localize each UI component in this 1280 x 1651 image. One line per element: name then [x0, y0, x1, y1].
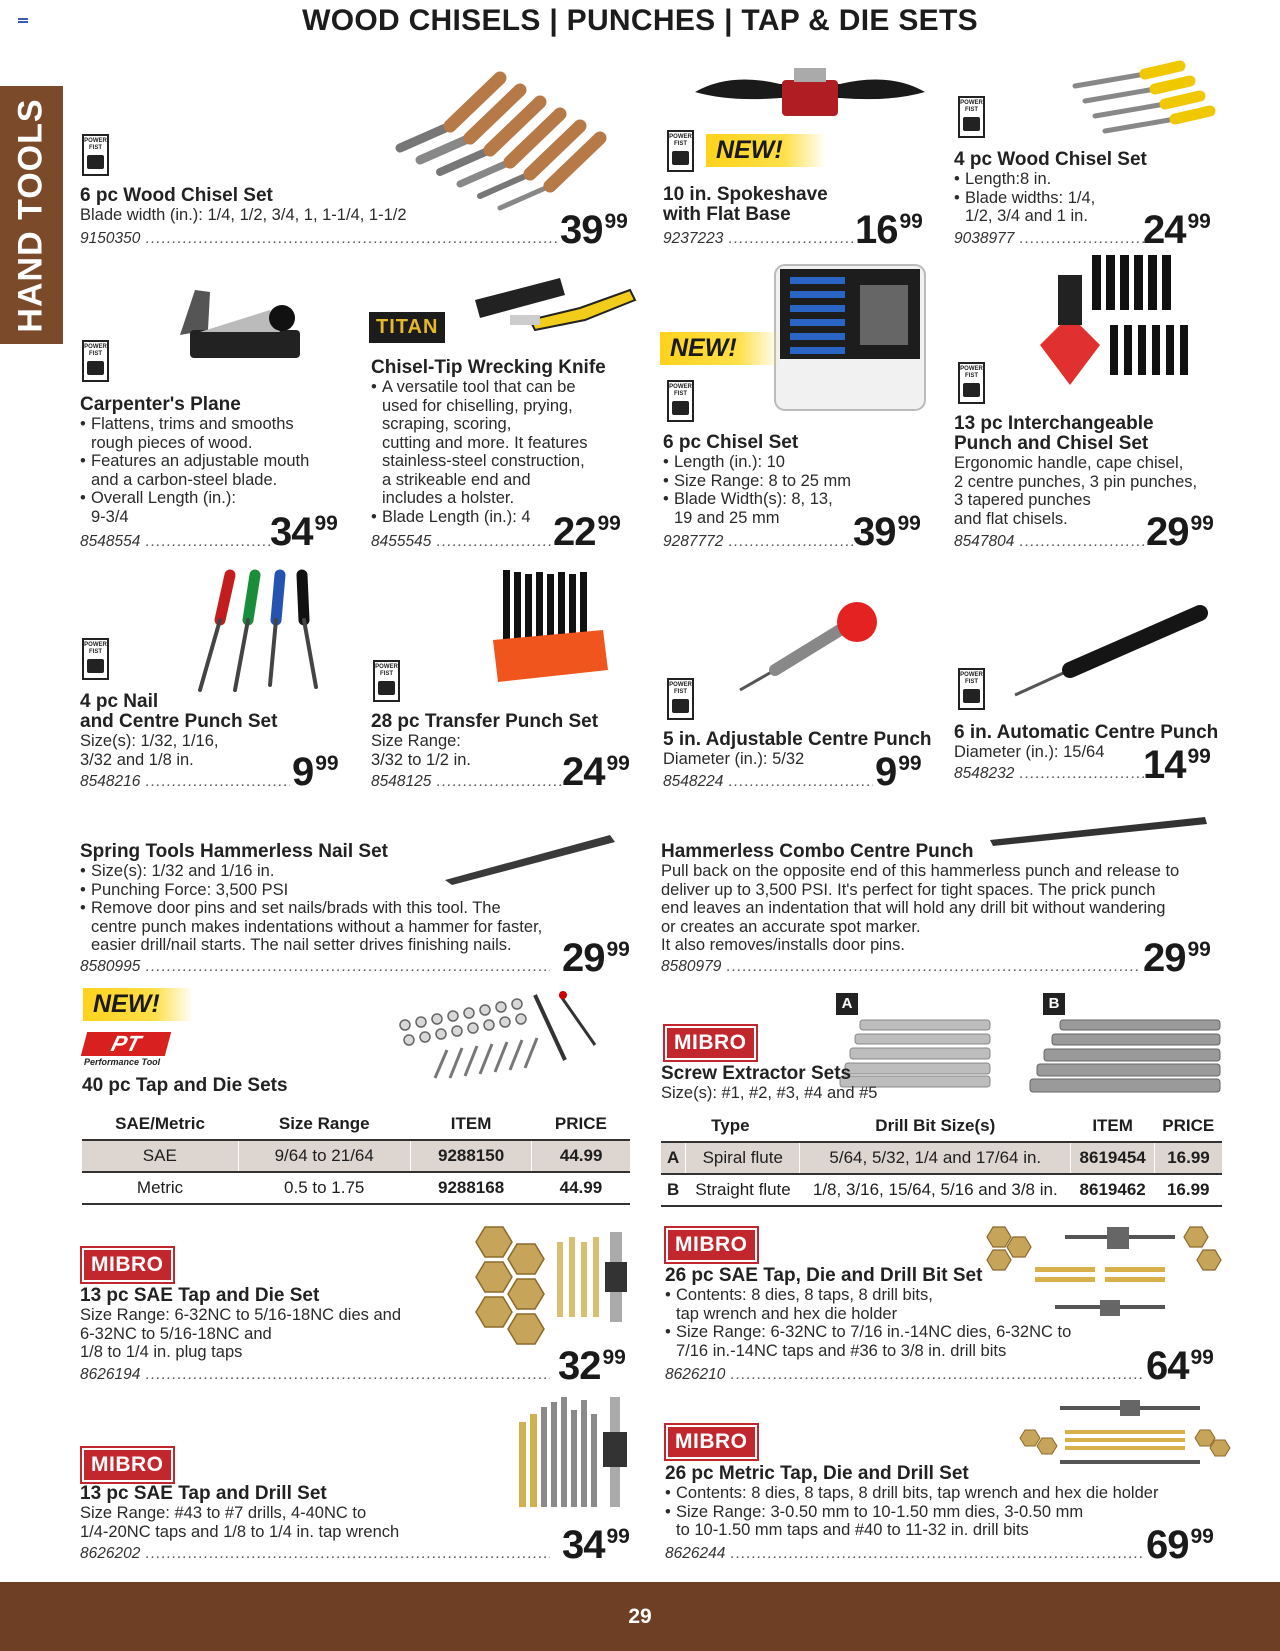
power-fist-logo: POWER FIST: [82, 638, 109, 680]
price: [560, 210, 628, 250]
side-tab-label: HAND TOOLS: [12, 97, 50, 333]
performance-tool-logo: PT Performance Tool: [84, 1032, 168, 1067]
product-13pc-sae-tap-drill-set[interactable]: [80, 1484, 520, 1541]
table-cell: 9288150: [410, 1140, 531, 1172]
table-cell: B: [661, 1174, 686, 1206]
price-cents: 99: [604, 210, 628, 233]
product-name: Hammerless Combo Centre Punch: [661, 841, 974, 862]
product-name: 26 pc Metric Tap, Die and Drill Set: [665, 1463, 969, 1484]
product-spokeshave[interactable]: [663, 185, 863, 225]
table-cell: A: [661, 1142, 686, 1174]
table-header-cell: ITEM: [410, 1108, 531, 1140]
product-bullet: • Flattens, trims and smooths: [80, 415, 350, 434]
table-cell: 0.5 to 1.75: [238, 1172, 410, 1204]
table-row[interactable]: [661, 1142, 1222, 1174]
sku: 8626194 .....: [80, 1366, 550, 1384]
price-dollars: 64: [1146, 1344, 1189, 1388]
table-cell: 8619462: [1071, 1174, 1155, 1206]
product-desc: Diameter (in.): 15/64: [954, 743, 1105, 761]
product-name-line: 13 pc Interchangeable: [954, 413, 1154, 434]
product-name: 13 pc SAE Tap and Die Set: [80, 1285, 320, 1306]
punch-chisel-set-image: [1030, 255, 1210, 385]
product-desc: Size(s): 1/32, 1/16,: [80, 732, 219, 750]
product-bullet: • Size Range: 6-32NC to 7/16 in.-14NC dies, 6-32NC to: [665, 1323, 1225, 1342]
power-fist-logo: POWER FIST: [82, 134, 109, 176]
product-bullet-cont: tap wrench and hex die holder: [676, 1304, 898, 1323]
price-dollars: 14: [1143, 743, 1186, 787]
carpenters-plane-image: [170, 280, 315, 375]
table-header-cell: PRICE: [1154, 1110, 1222, 1142]
product-carpenters-plane[interactable]: [80, 395, 350, 526]
table-header-cell: SAE/Metric: [82, 1108, 238, 1140]
side-tab: [0, 86, 63, 344]
product-bullet: • Remove door pins and set nails/brads with this tool. The: [80, 899, 580, 918]
product-40pc-tap-die-sets[interactable]: [82, 1076, 382, 1096]
product-name: 5 in. Adjustable Centre Punch: [663, 729, 932, 750]
sae-tap-drill-image: [515, 1392, 640, 1512]
product-name: 6 in. Automatic Centre Punch: [954, 722, 1219, 743]
product-bullet-cont: centre punch makes indentations without a hammer for faster,: [91, 917, 543, 936]
table-cell: 9/64 to 21/64: [238, 1140, 410, 1172]
product-desc: Blade width (in.): 1/4, 1/2, 3/4, 1, 1-1/4, 1-1/2: [80, 206, 407, 224]
product-hammerless-nail-set[interactable]: [80, 842, 580, 955]
spokeshave-image: [690, 62, 930, 122]
titan-logo: TITAN: [369, 312, 445, 343]
price: [855, 210, 923, 250]
power-fist-logo: POWER FIST: [958, 668, 985, 710]
table-cell: 5/64, 5/32, 1/4 and 17/64 in.: [800, 1142, 1071, 1174]
product-bullet-cont: scraping, scoring,: [382, 415, 512, 433]
product-4pc-wood-chisel-set[interactable]: [954, 150, 1154, 226]
price-dollars: 29: [1146, 510, 1189, 554]
price-dollars: 24: [1143, 208, 1186, 252]
transfer-punch-set-image: [488, 570, 613, 685]
table-header: [661, 1110, 1222, 1142]
nail-punch-set-image: [190, 565, 330, 695]
sku: 8626210 .....: [665, 1366, 1145, 1384]
mibro-logo: MIBRO: [666, 1425, 757, 1459]
price-dollars: 39: [853, 510, 896, 554]
table-cell: 8619454: [1071, 1142, 1155, 1174]
product-bullet-cont: 19 and 25 mm: [674, 508, 780, 527]
product-bullet-cont: stainless-steel construction,: [382, 452, 585, 470]
mibro-logo: MIBRO: [665, 1026, 756, 1060]
product-name-line: and Centre Punch Set: [80, 711, 278, 732]
product-name-line: with Flat Base: [663, 204, 791, 225]
product-desc: 3 tapered punches: [954, 491, 1091, 509]
price-cents: 99: [606, 1525, 630, 1548]
sae-tap-die-image: [465, 1222, 640, 1352]
price-cents: 99: [1190, 1346, 1214, 1369]
product-bullet: • Blade widths: 1/4,: [954, 189, 1154, 208]
page-title: WOOD CHISELS | PUNCHES | TAP & DIE SETS: [302, 4, 978, 37]
wrecking-knife-image: [470, 270, 640, 330]
price-dollars: 16: [855, 208, 898, 252]
table-cell: Metric: [82, 1172, 238, 1204]
product-desc: Size Range: 6-32NC to 5/16-18NC dies and: [80, 1306, 402, 1324]
new-badge: NEW!: [83, 988, 193, 1021]
product-bullet: • Features an adjustable mouth: [80, 452, 350, 471]
product-bullet: • Blade Width(s): 8, 13,: [663, 490, 863, 509]
table-header-cell: Drill Bit Size(s): [800, 1110, 1071, 1142]
product-name: 6 pc Wood Chisel Set: [80, 185, 273, 206]
product-bullet: • Length (in.): 10: [663, 453, 863, 472]
product-bullet: • Contents: 8 dies, 8 taps, 8 drill bits, tap wrench and hex die holder: [665, 1484, 1225, 1503]
product-bullet-cont: a strikeable end and: [382, 470, 531, 489]
sku: 8548224 .....: [663, 773, 873, 791]
product-6pc-chisel-set[interactable]: [663, 433, 863, 527]
price: [1146, 1346, 1214, 1386]
tap-die-table: [82, 1108, 630, 1205]
product-bullet-cont: to 10-1.50 mm taps and #40 to 11-32 in. drill bits: [676, 1521, 1029, 1539]
product-desc: or creates an accurate spot marker.: [661, 917, 921, 936]
price-dollars: 32: [558, 1344, 601, 1388]
new-badge: NEW!: [706, 134, 826, 167]
price-cents: 99: [597, 512, 621, 535]
metric-tap-die-drill-image: [1020, 1400, 1230, 1470]
product-name: 13 pc SAE Tap and Drill Set: [80, 1483, 327, 1504]
product-desc: Diameter (in.): 5/32: [663, 750, 805, 768]
product-bullet-cont: 9-3/4: [91, 507, 129, 526]
product-bullet: • Contents: 8 dies, 8 taps, 8 drill bits,: [665, 1286, 1225, 1305]
table-cell: 1/8, 3/16, 15/64, 5/16 and 3/8 in.: [800, 1174, 1071, 1206]
price-dollars: 29: [562, 936, 605, 980]
price: [558, 1346, 626, 1386]
page-number: 29: [628, 1604, 652, 1628]
table-header-cell: Size Range: [238, 1108, 410, 1140]
power-fist-logo: POWER FIST: [667, 678, 694, 720]
product-combo-centre-punch[interactable]: [661, 842, 1221, 955]
price: [1143, 210, 1211, 250]
product-bullet-cont: includes a holster.: [382, 489, 515, 507]
table-header-cell: ITEM: [1071, 1110, 1155, 1142]
table-row[interactable]: [82, 1140, 630, 1172]
price-cents: 99: [602, 1346, 626, 1369]
extractor-table: [661, 1110, 1222, 1207]
table-cell: 16.99: [1154, 1174, 1222, 1206]
price-cents: 99: [898, 752, 922, 775]
table-cell: 9288168: [410, 1172, 531, 1204]
price-cents: 99: [1187, 745, 1211, 768]
price-dollars: 9: [875, 750, 897, 794]
price-cents: 99: [897, 512, 921, 535]
table-cell: 44.99: [532, 1140, 630, 1172]
product-bullet: • Overall Length (in.):: [80, 489, 350, 508]
product-name: 40 pc Tap and Die Sets: [82, 1075, 288, 1096]
sku: 9038977 .....: [954, 230, 1144, 248]
product-wrecking-knife[interactable]: [371, 358, 641, 526]
sku: 8626202 .....: [80, 1545, 550, 1563]
product-name: Spring Tools Hammerless Nail Set: [80, 841, 388, 862]
table-header: [82, 1108, 630, 1140]
page-footer: [0, 1582, 1280, 1651]
sku: 8548125 .....: [371, 773, 561, 791]
power-fist-logo: POWER FIST: [82, 340, 109, 382]
sku: 9237223 .....: [663, 230, 853, 248]
product-bullet-cont: easier drill/nail starts. The nail setter drives finishing nails.: [91, 936, 512, 954]
product-bullet: • A versatile tool that can be: [371, 378, 641, 397]
price-cents: 99: [899, 210, 923, 233]
product-desc: deliver up to 3,500 PSI. It's perfect for tight spaces. The prick punch: [661, 880, 1156, 899]
price-cents: 99: [315, 752, 339, 775]
product-bullet: • Length:8 in.: [954, 170, 1154, 189]
price-cents: 99: [1187, 938, 1211, 961]
sku: 8455545 .....: [371, 533, 551, 551]
product-bullet: • Size Range: 3-0.50 mm to 10-1.50 mm dies, 3-0.50 mm: [665, 1503, 1225, 1522]
sku: 8548554 .....: [80, 533, 270, 551]
chisel-case-image: [770, 255, 930, 415]
price: [1143, 938, 1211, 978]
price: [1143, 745, 1211, 785]
screw-extractor-b-image: [1030, 1018, 1225, 1093]
label-a-badge: A: [836, 993, 858, 1015]
power-fist-logo: POWER FIST: [667, 130, 694, 172]
product-name: 28 pc Transfer Punch Set: [371, 711, 599, 732]
power-fist-logo: POWER FIST: [667, 380, 694, 422]
product-13pc-sae-tap-die-set[interactable]: [80, 1286, 460, 1362]
adjustable-centre-punch-image: [735, 600, 885, 695]
product-name: 6 pc Chisel Set: [663, 432, 799, 453]
product-bullet-cont: cutting and more. It features: [382, 433, 588, 452]
product-bullet-cont: rough pieces of wood.: [91, 433, 253, 452]
product-name: Screw Extractor Sets: [661, 1063, 852, 1084]
product-nail-centre-punch-set[interactable]: [80, 692, 280, 769]
power-fist-logo: POWER FIST: [958, 362, 985, 404]
product-desc: Size Range:: [371, 732, 461, 750]
product-6pc-wood-chisel-set[interactable]: [80, 186, 550, 225]
product-desc: 6-32NC to 5/16-18NC and: [80, 1324, 272, 1343]
price-dollars: 24: [562, 750, 605, 794]
product-desc: end leaves an indentation that will hold any drill bit without wandering: [661, 899, 1166, 917]
price: [562, 938, 630, 978]
product-name: Chisel-Tip Wrecking Knife: [371, 357, 606, 378]
product-desc: 3/32 and 1/8 in.: [80, 750, 194, 769]
product-bullet-cont: 7/16 in.-14NC taps and #36 to 3/8 in. drill bits: [676, 1341, 1007, 1360]
product-name-line: Punch and Chisel Set: [954, 433, 1149, 454]
sku: 8548232 .....: [954, 765, 1144, 783]
mibro-logo: MIBRO: [82, 1248, 173, 1282]
product-name-line: 4 pc Nail: [80, 691, 159, 712]
table-cell: Spiral flute: [686, 1142, 800, 1174]
table-cell: 16.99: [1154, 1142, 1222, 1174]
product-name-line: 10 in. Spokeshave: [663, 184, 828, 205]
product-desc: 1/4-20NC taps and 1/8 to 1/4 in. tap wrench: [80, 1522, 400, 1541]
price: [875, 752, 922, 792]
sku: 9287772 .....: [663, 533, 853, 551]
product-desc: Size(s): #1, #2, #3, #4 and #5: [661, 1084, 878, 1102]
product-26pc-metric-tap-die-drill-set[interactable]: [665, 1464, 1225, 1540]
table-row[interactable]: [82, 1172, 630, 1204]
price: [1146, 1525, 1214, 1565]
label-b-badge: B: [1043, 993, 1065, 1015]
product-bullet: • Punching Force: 3,500 PSI: [80, 881, 580, 900]
price: [853, 512, 921, 552]
product-bullet: • Size Range: 8 to 25 mm: [663, 472, 863, 491]
product-desc: Ergonomic handle, cape chisel,: [954, 454, 1184, 472]
product-bullet: • Blade Length (in.): 4: [371, 508, 641, 527]
price: [292, 752, 339, 792]
price: [562, 1525, 630, 1565]
power-fist-logo: POWER FIST: [958, 96, 985, 138]
price: [270, 512, 338, 552]
table-cell: 44.99: [532, 1172, 630, 1204]
sku: 8547804 .....: [954, 533, 1144, 551]
4pc-chisel-image: [1070, 56, 1220, 136]
price-cents: 99: [1190, 512, 1214, 535]
table-cell: SAE: [82, 1140, 238, 1172]
product-desc: and flat chisels.: [954, 509, 1068, 528]
price: [1146, 512, 1214, 552]
price-dollars: 22: [553, 510, 596, 554]
price-dollars: 69: [1146, 1523, 1189, 1567]
sku: 9150350 .....: [80, 230, 560, 248]
product-26pc-sae-tap-die-drill-set[interactable]: [665, 1266, 1225, 1360]
mibro-logo: MIBRO: [82, 1448, 173, 1482]
new-badge: NEW!: [660, 332, 780, 365]
automatic-centre-punch-image: [1010, 605, 1210, 700]
product-bullet: • Size(s): 1/32 and 1/16 in.: [80, 862, 580, 881]
product-bullet-cont: and a carbon-steel blade.: [91, 470, 278, 489]
product-desc: 3/32 to 1/2 in.: [371, 750, 471, 769]
price-cents: 99: [1187, 210, 1211, 233]
price-dollars: 9: [292, 750, 314, 794]
price-cents: 99: [1190, 1525, 1214, 1548]
price-dollars: 34: [562, 1523, 605, 1567]
price-cents: 99: [606, 938, 630, 961]
product-bullet-cont: 1/2, 3/4 and 1 in.: [965, 207, 1088, 225]
price: [553, 512, 621, 552]
sku: 8580995 .....: [80, 958, 550, 976]
product-desc: 2 centre punches, 3 pin punches,: [954, 472, 1198, 491]
product-name: 26 pc SAE Tap, Die and Drill Bit Set: [665, 1265, 983, 1286]
table-header-cell: Type: [661, 1110, 800, 1142]
price-dollars: 34: [270, 510, 313, 554]
product-screw-extractor-sets[interactable]: [661, 1064, 961, 1103]
product-bullet-cont: used for chiselling, prying,: [382, 396, 573, 415]
product-desc: 1/8 to 1/4 in. plug taps: [80, 1343, 243, 1361]
table-row[interactable]: [661, 1174, 1222, 1206]
sku: 8580979 .....: [661, 958, 1141, 976]
power-fist-logo: POWER FIST: [373, 660, 400, 702]
price-cents: 99: [606, 752, 630, 775]
product-desc: Pull back on the opposite end of this hammerless punch and release to: [661, 862, 1180, 880]
product-name: Carpenter's Plane: [80, 394, 241, 415]
price-cents: 99: [314, 512, 338, 535]
price: [562, 752, 630, 792]
product-name: 4 pc Wood Chisel Set: [954, 149, 1147, 170]
sku: 8626244 .....: [665, 1545, 1145, 1563]
mibro-logo: MIBRO: [666, 1228, 757, 1262]
product-desc: Size Range: #43 to #7 drills, 4-40NC to: [80, 1504, 367, 1522]
product-desc: It also removes/installs door pins.: [661, 936, 905, 954]
sku: 8548216 .....: [80, 773, 290, 791]
price-dollars: 29: [1143, 936, 1186, 980]
table-header-cell: PRICE: [532, 1108, 630, 1140]
tap-die-set-image: [395, 990, 635, 1080]
table-cell: Straight flute: [686, 1174, 800, 1206]
price-dollars: 39: [560, 208, 603, 252]
